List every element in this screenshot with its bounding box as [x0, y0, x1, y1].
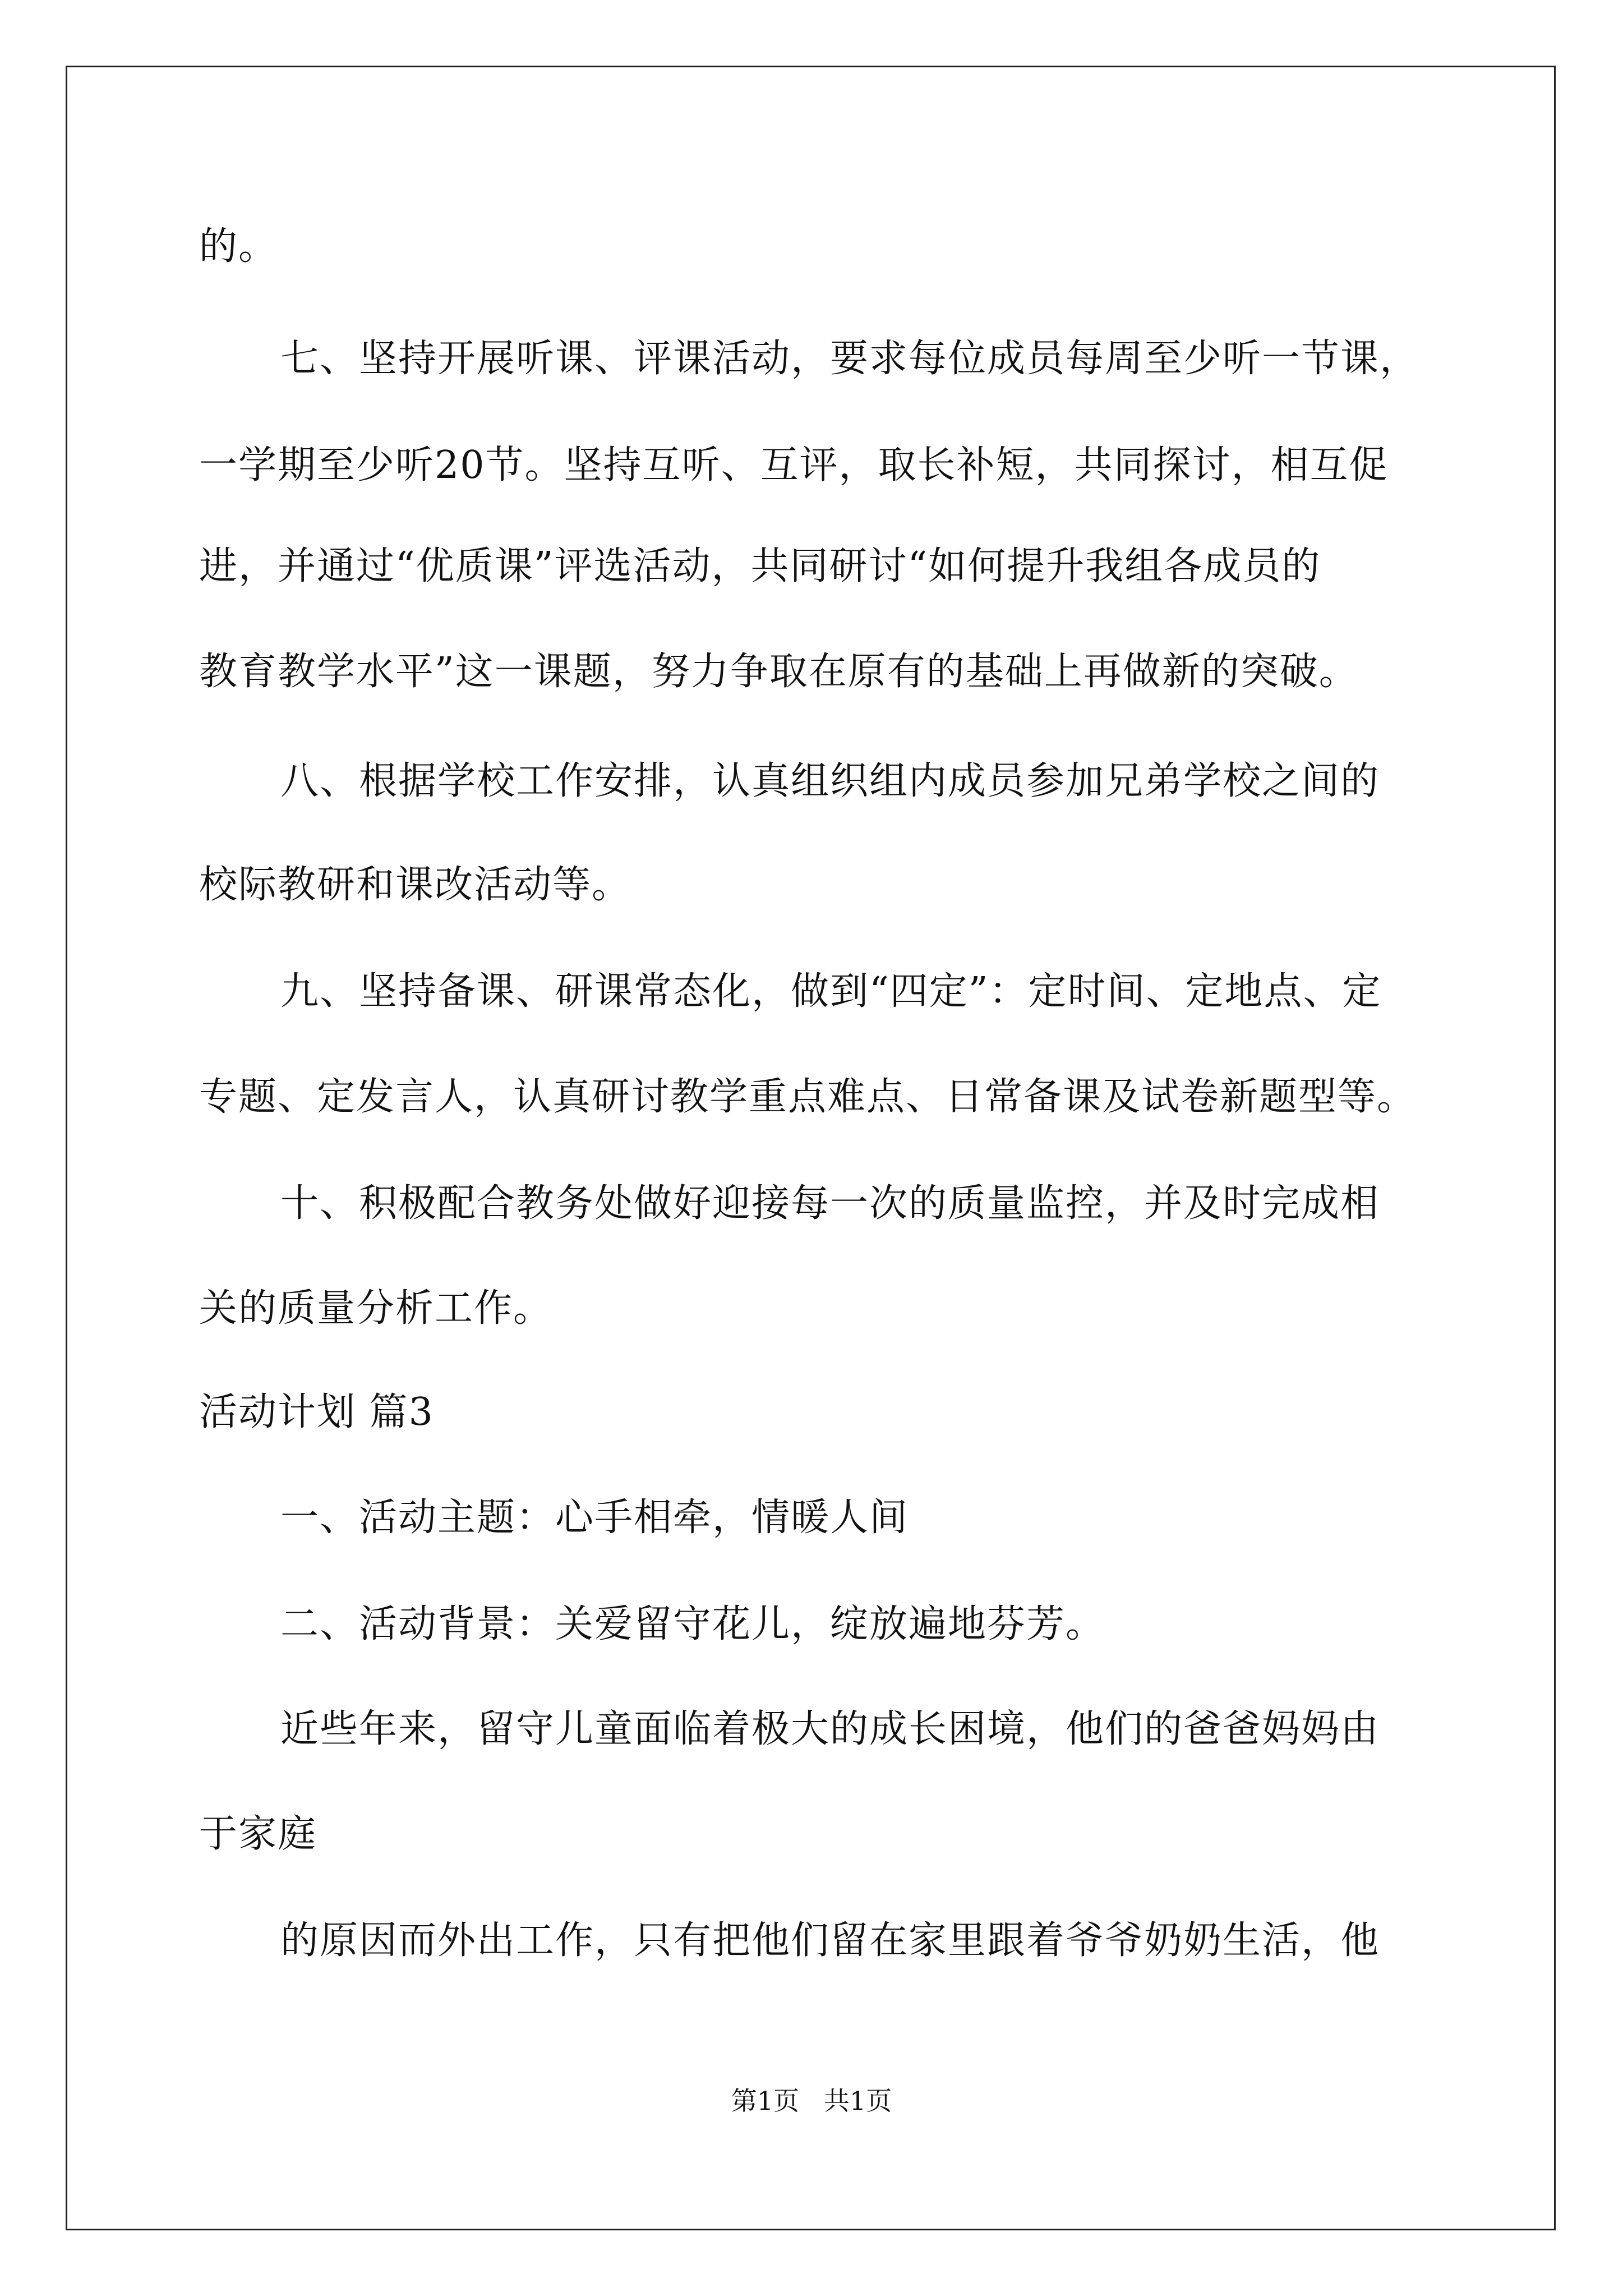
text-line: 九、坚持备课、研课常态化，做到“四定”：定时间、定地点、定 — [280, 969, 1382, 1014]
text-line: 专题、定发言人，认真研讨教学重点难点、日常备课及试卷新题型等。 — [199, 1075, 1417, 1119]
text-line: 十、积极配合教务处做好迎接每一次的质量监控，并及时完成相 — [280, 1181, 1380, 1226]
section-heading: 活动计划 篇3 — [199, 1390, 434, 1434]
text-line: 一学期至少听20节。坚持互听、互评，取长补短，共同探讨，相互促 — [199, 443, 1389, 487]
text-line: 七、坚持开展听课、评课活动，要求每位成员每周至少听一节课， — [280, 337, 1419, 381]
text-line: 近些年来，留守儿童面临着极大的成长困境，他们的爸爸妈妈由 — [280, 1707, 1380, 1751]
page-footer: 第1页 共1页 — [731, 2086, 892, 2116]
page-border — [66, 66, 1556, 2230]
text-line: 的。 — [199, 224, 278, 269]
text-line: 一、活动主题：心手相牵，情暖人间 — [280, 1496, 909, 1540]
text-line: 于家庭 — [199, 1812, 317, 1856]
text-line: 校际教研和课改活动等。 — [199, 863, 631, 907]
text-line: 二、活动背景：关爱留守花儿，绽放遍地芬芳。 — [280, 1602, 1105, 1646]
text-line: 关的质量分析工作。 — [199, 1286, 553, 1331]
text-line: 八、根据学校工作安排，认真组织组内成员参加兄弟学校之间的 — [280, 759, 1380, 803]
text-line: 的原因而外出工作，只有把他们留在家里跟着爷爷奶奶生活，他 — [280, 1918, 1380, 1963]
text-line: 教育教学水平”这一课题，努力争取在原有的基础上再做新的突破。 — [199, 650, 1358, 694]
text-line: 进，并通过“优质课”评选活动，共同研讨“如何提升我组各成员的 — [199, 544, 1321, 588]
